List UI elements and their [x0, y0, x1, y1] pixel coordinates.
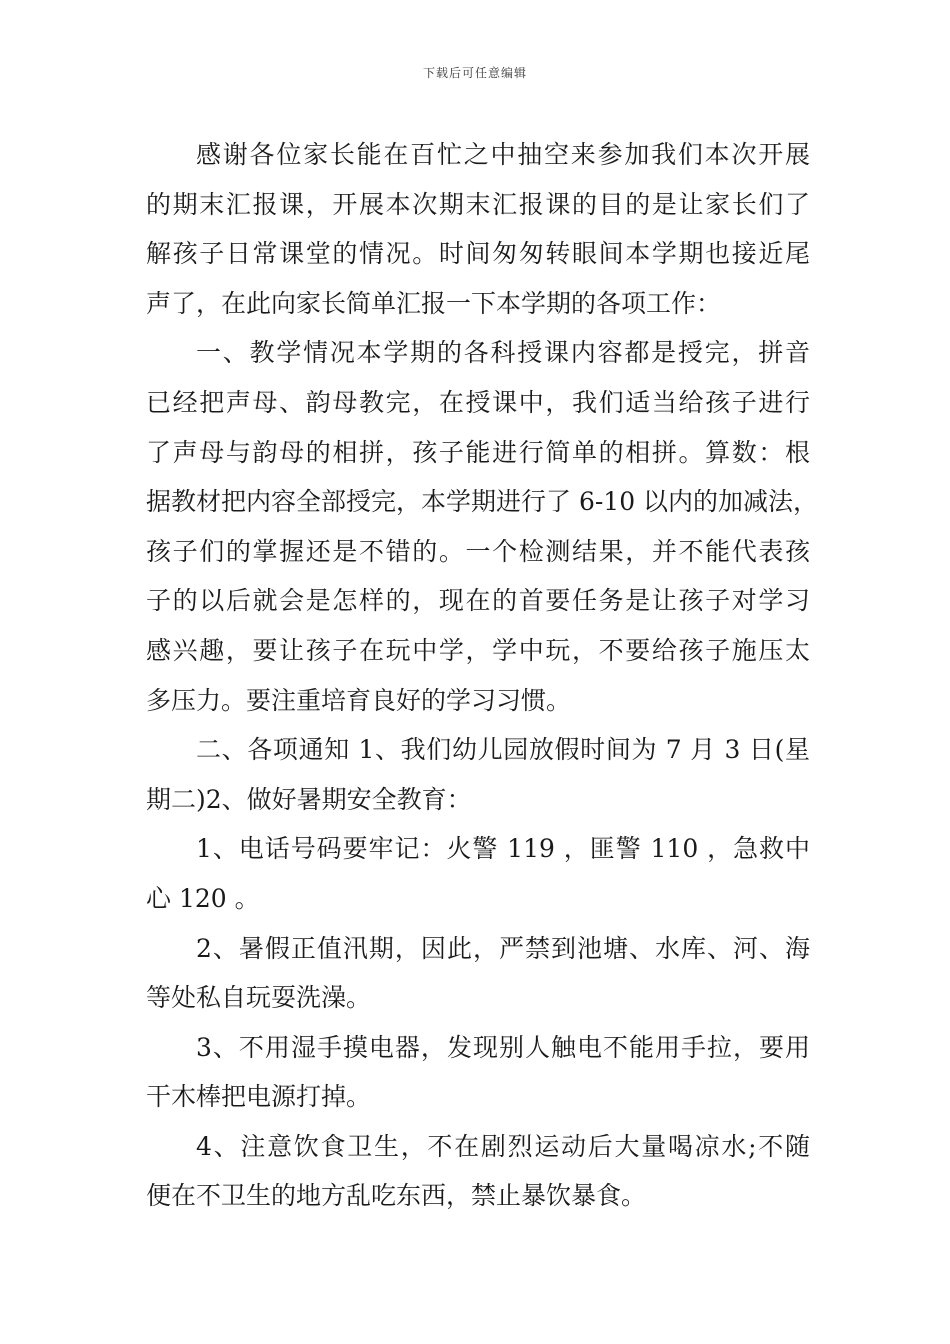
text-line: 已经把声母、韵母教完，在授课中，我们适当给孩子进行 — [146, 387, 810, 417]
text-line: 等处私自玩耍洗澡。 — [146, 983, 372, 1013]
text-line: 干木棒把电源打掉。 — [146, 1082, 372, 1112]
text-line: 的期末汇报课，开展本次期末汇报课的目的是让家长们了 — [146, 189, 810, 219]
text-line: 据教材把内容全部授完，本学期进行了 6-10 以内的加减法， — [146, 487, 819, 517]
document-body — [146, 130, 819, 1221]
text-line: 一、教学情况本学期的各科授课内容都是授完，拼音 — [196, 338, 810, 368]
text-line: 感谢各位家长能在百忙之中抽空来参加我们本次开展 — [196, 140, 810, 169]
text-line: 解孩子日常课堂的情况。时间匆匆转眼间本学期也接近尾 — [146, 239, 810, 269]
text-line: 2、暑假正值汛期，因此，严禁到池塘、水库、河、海 — [196, 933, 810, 963]
text-line: 声了，在此向家长简单汇报一下本学期的各项工作： — [146, 288, 722, 318]
page-header-note: 下载后可任意编辑 — [422, 66, 527, 80]
text-line: 孩子们的掌握还是不错的。一个检测结果，并不能代表孩 — [146, 536, 810, 566]
text-line: 感兴趣，要让孩子在玩中学，学中玩，不要给孩子施压太 — [146, 635, 810, 665]
text-line: 3、不用湿手摸电器，发现别人触电不能用手拉，要用 — [196, 1032, 810, 1062]
text-line: 期二)2、做好暑期安全教育： — [146, 784, 472, 814]
text-line: 心 120 。 — [146, 883, 260, 913]
text-line: 子的以后就会是怎样的，现在的首要任务是让孩子对学习 — [146, 586, 810, 616]
text-line: 了声母与韵母的相拼，孩子能进行简单的相拼。算数：根 — [146, 437, 810, 467]
text-line: 1、电话号码要牢记：火警 119 ，匪警 110 ，急救中 — [196, 834, 810, 864]
text-line: 二、各项通知 1、我们幼儿园放假时间为 7 月 3 日(星 — [196, 735, 810, 765]
text-line: 4、注意饮食卫生，不在剧烈运动后大量喝凉水;不随 — [196, 1131, 810, 1161]
text-line: 多压力。要注重培育良好的学习习惯。 — [146, 685, 572, 715]
text-line: 便在不卫生的地方乱吃东西，禁止暴饮暴食。 — [146, 1181, 647, 1211]
